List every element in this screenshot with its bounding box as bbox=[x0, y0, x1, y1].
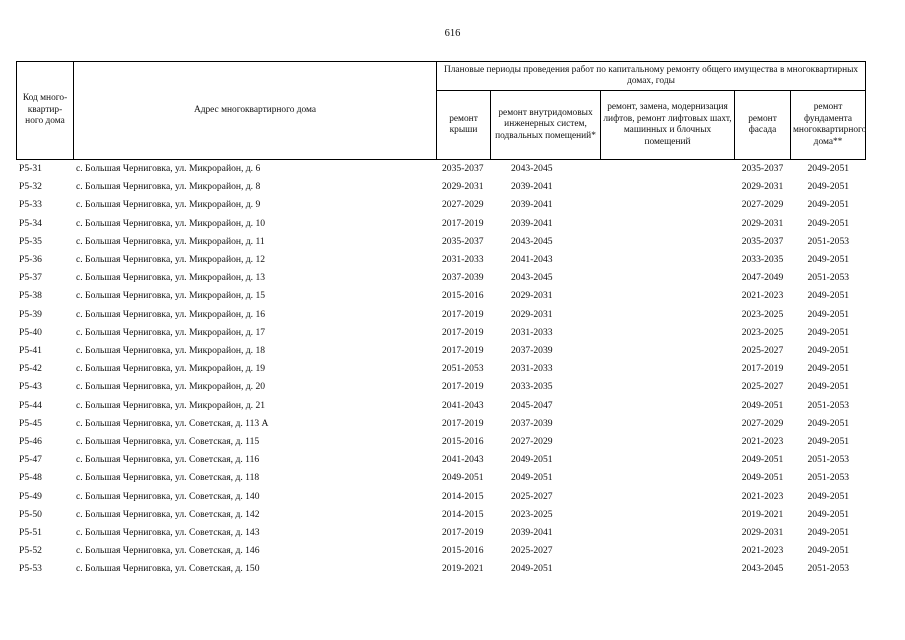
cell-engineering: 2039-2041 bbox=[511, 527, 553, 539]
cell-roof: 2035-2037 bbox=[442, 163, 484, 174]
cell-foundation: 2049-2051 bbox=[807, 436, 850, 448]
cell-elevator bbox=[601, 360, 735, 378]
cell-engineering: 2043-2045 bbox=[511, 163, 553, 174]
table-row bbox=[17, 306, 866, 324]
header-address: Адрес многоквартирного дома bbox=[74, 62, 437, 160]
cell-foundation: 2049-2051 bbox=[807, 363, 850, 375]
cell-foundation: 2049-2051 bbox=[807, 254, 850, 266]
cell-roof: 2027-2029 bbox=[442, 199, 484, 211]
cell-code: Р5-38 bbox=[19, 290, 42, 302]
cell-roof: 2017-2019 bbox=[442, 527, 484, 539]
cell-elevator bbox=[601, 506, 735, 524]
cell-code: Р5-33 bbox=[19, 199, 42, 211]
table-row bbox=[17, 488, 866, 506]
cell-address: с. Большая Черниговка, ул. Микрорайон, д. 17 bbox=[76, 326, 266, 338]
table-row bbox=[17, 542, 866, 560]
cell-address: с. Большая Черниговка, ул. Микрорайон, д. 12 bbox=[76, 254, 266, 266]
cell-facade: 2025-2027 bbox=[741, 381, 784, 393]
cell-engineering: 2037-2039 bbox=[511, 417, 553, 429]
cell-address: с. Большая Черниговка, ул. Советская, д. 146 bbox=[76, 545, 260, 557]
cell-engineering: 2049-2051 bbox=[511, 563, 553, 575]
cell-elevator bbox=[601, 287, 735, 305]
cell-address: с. Большая Черниговка, ул. Советская, д. 142 bbox=[76, 508, 260, 520]
cell-engineering: 2043-2045 bbox=[511, 272, 553, 284]
capital-repair-table bbox=[16, 61, 866, 579]
cell-code: Р5-50 bbox=[19, 508, 42, 520]
cell-code: Р5-43 bbox=[19, 381, 42, 393]
cell-foundation: 2049-2051 bbox=[807, 217, 850, 229]
cell-engineering: 2049-2051 bbox=[511, 472, 553, 484]
cell-engineering: 2039-2041 bbox=[511, 217, 553, 229]
cell-code: Р5-47 bbox=[19, 454, 42, 466]
cell-elevator bbox=[601, 488, 735, 506]
cell-foundation: 2049-2051 bbox=[807, 181, 850, 193]
cell-elevator bbox=[601, 433, 735, 451]
cell-facade: 2033-2035 bbox=[741, 254, 784, 266]
cell-code: Р5-35 bbox=[19, 235, 42, 247]
cell-roof: 2017-2019 bbox=[442, 326, 484, 338]
cell-foundation: 2049-2051 bbox=[807, 308, 850, 320]
table-row bbox=[17, 160, 866, 179]
cell-elevator bbox=[601, 324, 735, 342]
cell-code: Р5-49 bbox=[19, 490, 42, 502]
cell-foundation: 2051-2053 bbox=[807, 399, 850, 411]
table-body bbox=[17, 160, 866, 579]
table-row bbox=[17, 433, 866, 451]
table-row bbox=[17, 360, 866, 378]
cell-facade: 2021-2023 bbox=[741, 290, 784, 302]
cell-foundation: 2049-2051 bbox=[807, 508, 850, 520]
cell-foundation: 2049-2051 bbox=[807, 490, 850, 502]
cell-roof: 2015-2016 bbox=[442, 436, 484, 448]
cell-foundation: 2049-2051 bbox=[807, 345, 850, 357]
cell-facade: 2043-2045 bbox=[741, 563, 784, 575]
header-elevator: ремонт, замена, модернизация лифтов, ремонт лифтовых шахт, машинных и блочных помещений bbox=[601, 91, 735, 160]
cell-address: с. Большая Черниговка, ул. Микрорайон, д. 8 bbox=[76, 181, 261, 193]
cell-roof: 2017-2019 bbox=[442, 308, 484, 320]
cell-address: с. Большая Черниговка, ул. Советская, д. 143 bbox=[76, 527, 260, 539]
cell-facade: 2049-2051 bbox=[741, 399, 784, 411]
cell-address: с. Большая Черниговка, ул. Микрорайон, д. 21 bbox=[76, 399, 266, 411]
cell-code: Р5-42 bbox=[19, 363, 42, 375]
table-row bbox=[17, 342, 866, 360]
cell-roof: 2019-2021 bbox=[442, 563, 484, 575]
header-engineering: ремонт внутридомовых инженерных систем, подвальных помещений* bbox=[491, 91, 601, 160]
cell-code: Р5-45 bbox=[19, 417, 42, 429]
cell-facade: 2029-2031 bbox=[741, 217, 784, 229]
cell-foundation: 2049-2051 bbox=[807, 163, 850, 174]
cell-address: с. Большая Черниговка, ул. Советская, д. 150 bbox=[76, 563, 260, 575]
cell-code: Р5-31 bbox=[19, 163, 42, 174]
cell-facade: 2021-2023 bbox=[741, 545, 784, 557]
cell-code: Р5-34 bbox=[19, 217, 42, 229]
table-row bbox=[17, 506, 866, 524]
table-row bbox=[17, 560, 866, 578]
cell-elevator bbox=[601, 269, 735, 287]
cell-elevator bbox=[601, 178, 735, 196]
cell-roof: 2017-2019 bbox=[442, 381, 484, 393]
header-facade: ремонт фасада bbox=[735, 91, 791, 160]
table-row bbox=[17, 196, 866, 214]
cell-engineering: 2025-2027 bbox=[511, 545, 553, 557]
cell-address: с. Большая Черниговка, ул. Советская, д. 116 bbox=[76, 454, 260, 466]
cell-roof: 2014-2015 bbox=[442, 490, 484, 502]
cell-elevator bbox=[601, 524, 735, 542]
cell-engineering: 2045-2047 bbox=[511, 399, 553, 411]
header-code: Код много- квартир- ного дома bbox=[17, 62, 74, 160]
cell-foundation: 2049-2051 bbox=[807, 326, 850, 338]
cell-address: с. Большая Черниговка, ул. Микрорайон, д. 9 bbox=[76, 199, 261, 211]
cell-elevator bbox=[601, 415, 735, 433]
cell-roof: 2051-2053 bbox=[442, 363, 484, 375]
cell-foundation: 2051-2053 bbox=[807, 472, 850, 484]
cell-roof: 2031-2033 bbox=[442, 254, 484, 266]
cell-facade: 2023-2025 bbox=[741, 308, 784, 320]
cell-foundation: 2051-2053 bbox=[807, 235, 850, 247]
cell-address: с. Большая Черниговка, ул. Микрорайон, д. 6 bbox=[76, 163, 261, 174]
cell-code: Р5-40 bbox=[19, 326, 42, 338]
table-row bbox=[17, 215, 866, 233]
cell-elevator bbox=[601, 196, 735, 214]
header-roof: ремонт крыши bbox=[437, 91, 491, 160]
cell-facade: 2027-2029 bbox=[741, 199, 784, 211]
cell-elevator bbox=[601, 251, 735, 269]
cell-foundation: 2049-2051 bbox=[807, 417, 850, 429]
cell-facade: 2025-2027 bbox=[741, 345, 784, 357]
cell-roof: 2041-2043 bbox=[442, 454, 484, 466]
cell-code: Р5-41 bbox=[19, 345, 42, 357]
cell-address: с. Большая Черниговка, ул. Советская, д. 118 bbox=[76, 472, 260, 484]
cell-address: с. Большая Черниговка, ул. Микрорайон, д. 20 bbox=[76, 381, 266, 393]
cell-code: Р5-48 bbox=[19, 472, 42, 484]
cell-address: с. Большая Черниговка, ул. Советская, д. 113 А bbox=[76, 417, 269, 429]
cell-facade: 2035-2037 bbox=[741, 235, 784, 247]
table-row bbox=[17, 524, 866, 542]
cell-code: Р5-32 bbox=[19, 181, 42, 193]
cell-address: с. Большая Черниговка, ул. Советская, д. 115 bbox=[76, 436, 260, 448]
cell-foundation: 2051-2053 bbox=[807, 563, 850, 575]
cell-facade: 2049-2051 bbox=[741, 472, 784, 484]
cell-address: с. Большая Черниговка, ул. Микрорайон, д. 13 bbox=[76, 272, 266, 284]
cell-facade: 2029-2031 bbox=[741, 181, 784, 193]
cell-elevator bbox=[601, 542, 735, 560]
cell-facade: 2035-2037 bbox=[741, 163, 784, 174]
cell-facade: 2027-2029 bbox=[741, 417, 784, 429]
cell-engineering: 2031-2033 bbox=[511, 363, 553, 375]
cell-elevator bbox=[601, 215, 735, 233]
cell-address: с. Большая Черниговка, ул. Микрорайон, д. 18 bbox=[76, 345, 266, 357]
cell-engineering: 2039-2041 bbox=[511, 199, 553, 211]
header-planned-periods: Плановые периоды проведения работ по капитальному ремонту общего имущества в многоквартирных домах, годы bbox=[437, 62, 866, 91]
cell-code: Р5-53 bbox=[19, 563, 42, 575]
table-row bbox=[17, 251, 866, 269]
cell-roof: 2015-2016 bbox=[442, 545, 484, 557]
cell-engineering: 2023-2025 bbox=[511, 508, 553, 520]
cell-address: с. Большая Черниговка, ул. Микрорайон, д. 16 bbox=[76, 308, 266, 320]
cell-roof: 2029-2031 bbox=[442, 181, 484, 193]
cell-roof: 2035-2037 bbox=[442, 235, 484, 247]
cell-engineering: 2027-2029 bbox=[511, 436, 553, 448]
cell-roof: 2017-2019 bbox=[442, 345, 484, 357]
cell-facade: 2047-2049 bbox=[741, 272, 784, 284]
cell-elevator bbox=[601, 397, 735, 415]
cell-roof: 2037-2039 bbox=[442, 272, 484, 284]
page-number: 616 bbox=[444, 28, 461, 39]
cell-foundation: 2051-2053 bbox=[807, 272, 850, 284]
cell-address: с. Большая Черниговка, ул. Микрорайон, д. 11 bbox=[76, 235, 265, 247]
table-row bbox=[17, 233, 866, 251]
cell-code: Р5-37 bbox=[19, 272, 42, 284]
cell-elevator bbox=[601, 560, 735, 578]
table-row bbox=[17, 415, 866, 433]
cell-roof: 2017-2019 bbox=[442, 417, 484, 429]
cell-elevator bbox=[601, 469, 735, 487]
table-row bbox=[17, 451, 866, 469]
cell-code: Р5-46 bbox=[19, 436, 42, 448]
cell-facade: 2021-2023 bbox=[741, 490, 784, 502]
cell-facade: 2017-2019 bbox=[741, 363, 784, 375]
cell-elevator bbox=[601, 233, 735, 251]
cell-facade: 2019-2021 bbox=[741, 508, 784, 520]
cell-code: Р5-39 bbox=[19, 308, 42, 320]
cell-foundation: 2049-2051 bbox=[807, 290, 850, 302]
cell-foundation: 2051-2053 bbox=[807, 454, 850, 466]
cell-elevator bbox=[601, 160, 735, 179]
cell-engineering: 2031-2033 bbox=[511, 326, 553, 338]
table-row bbox=[17, 397, 866, 415]
table-row bbox=[17, 269, 866, 287]
table-row bbox=[17, 469, 866, 487]
cell-engineering: 2043-2045 bbox=[511, 235, 553, 247]
cell-address: с. Большая Черниговка, ул. Микрорайон, д. 19 bbox=[76, 363, 266, 375]
cell-facade: 2021-2023 bbox=[741, 436, 784, 448]
cell-foundation: 2049-2051 bbox=[807, 527, 850, 539]
cell-engineering: 2037-2039 bbox=[511, 345, 553, 357]
table-row bbox=[17, 324, 866, 342]
cell-engineering: 2041-2043 bbox=[511, 254, 553, 266]
cell-roof: 2014-2015 bbox=[442, 508, 484, 520]
cell-roof: 2049-2051 bbox=[442, 472, 484, 484]
cell-facade: 2023-2025 bbox=[741, 326, 784, 338]
cell-elevator bbox=[601, 342, 735, 360]
table-header bbox=[17, 62, 866, 160]
cell-address: с. Большая Черниговка, ул. Микрорайон, д. 15 bbox=[76, 290, 266, 302]
cell-foundation: 2049-2051 bbox=[807, 199, 850, 211]
cell-engineering: 2029-2031 bbox=[511, 308, 553, 320]
cell-elevator bbox=[601, 378, 735, 396]
cell-code: Р5-51 bbox=[19, 527, 42, 539]
header-foundation: ремонт фундамента многоквартирного дома** bbox=[791, 91, 866, 160]
cell-roof: 2041-2043 bbox=[442, 399, 484, 411]
cell-facade: 2029-2031 bbox=[741, 527, 784, 539]
cell-facade: 2049-2051 bbox=[741, 454, 784, 466]
cell-engineering: 2039-2041 bbox=[511, 181, 553, 193]
table-row bbox=[17, 378, 866, 396]
table-row bbox=[17, 178, 866, 196]
cell-engineering: 2025-2027 bbox=[511, 490, 553, 502]
cell-elevator bbox=[601, 451, 735, 469]
cell-roof: 2015-2016 bbox=[442, 290, 484, 302]
cell-engineering: 2029-2031 bbox=[511, 290, 553, 302]
cell-code: Р5-36 bbox=[19, 254, 42, 266]
table-row bbox=[17, 287, 866, 305]
cell-code: Р5-52 bbox=[19, 545, 42, 557]
cell-engineering: 2033-2035 bbox=[511, 381, 553, 393]
cell-engineering: 2049-2051 bbox=[511, 454, 553, 466]
cell-code: Р5-44 bbox=[19, 399, 42, 411]
cell-elevator bbox=[601, 306, 735, 324]
cell-roof: 2017-2019 bbox=[442, 217, 484, 229]
cell-foundation: 2049-2051 bbox=[807, 545, 850, 557]
cell-address: с. Большая Черниговка, ул. Советская, д. 140 bbox=[76, 490, 260, 502]
cell-foundation: 2049-2051 bbox=[807, 381, 850, 393]
cell-address: с. Большая Черниговка, ул. Микрорайон, д. 10 bbox=[76, 217, 266, 229]
